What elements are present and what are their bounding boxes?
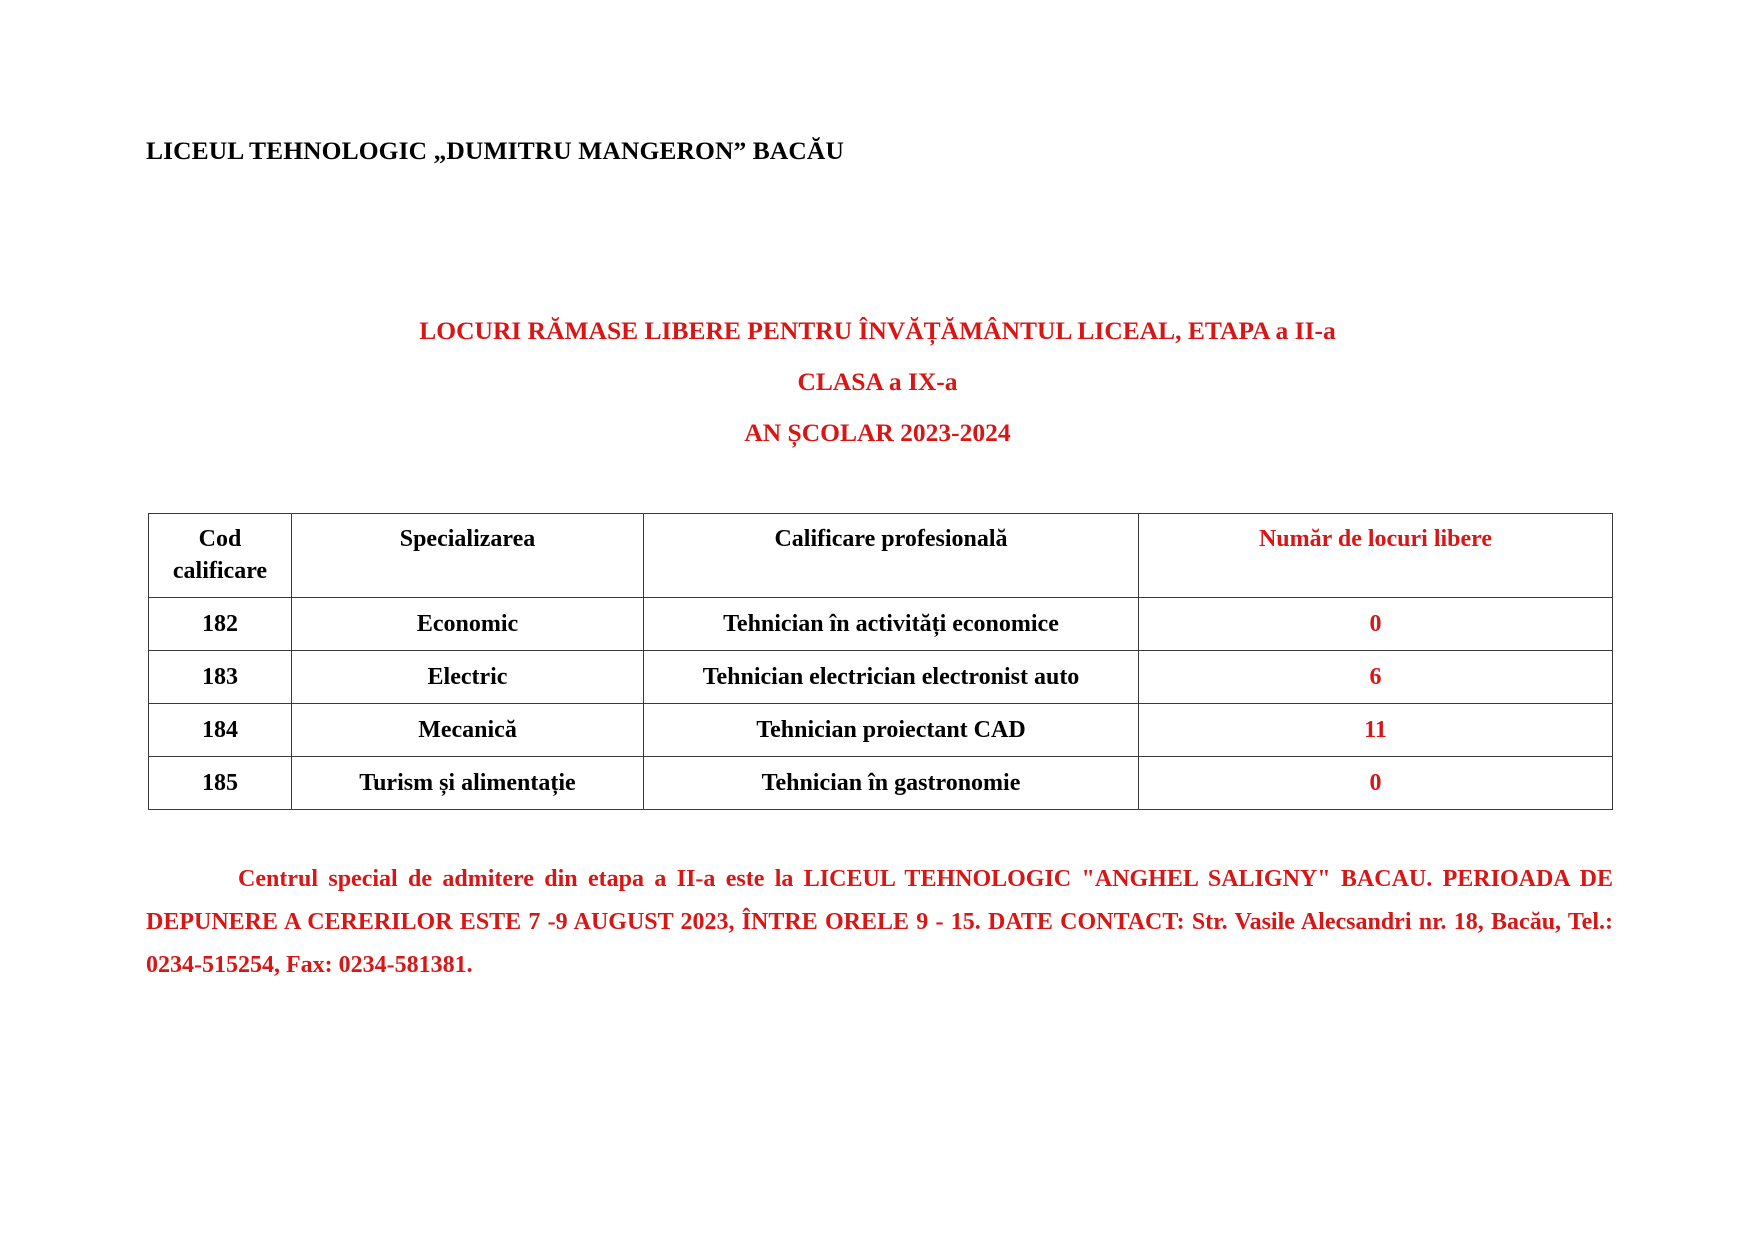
cell-free-places: 6 [1139,651,1613,704]
column-header-qualification: Calificare profesională [644,514,1139,598]
cell-code: 183 [149,651,292,704]
table-header [149,514,1613,598]
admission-center-notice [146,858,1613,987]
document-title-block [0,305,1755,458]
cell-specialization: Mecanică [292,704,644,757]
cell-qualification: Tehnician electrician electronist auto [644,651,1139,704]
cell-specialization: Electric [292,651,644,704]
cell-free-places: 0 [1139,598,1613,651]
table-row [149,704,1613,757]
title-line-2: CLASA a IX-a [797,367,958,396]
notice-text: Centrul special de admitere din etapa a II-a este la LICEUL TEHNOLOGIC "ANGHEL SALIGNY" BACAU. PERIOADA DE DEPUNERE A CERERILOR ESTE 7 -9 AUGUST 2023, ÎNTRE ORELE 9 - 15. DATE CONTACT: Str. Vasile Alecsandri nr. 18, Bacău, Tel.: 0234-515254, Fax: 0234-581381. [146,866,1613,978]
column-header-free-places: Număr de locuri libere [1139,514,1613,598]
table-row [149,651,1613,704]
cell-qualification: Tehnician în gastronomie [644,757,1139,810]
cell-specialization: Turism și alimentație [292,757,644,810]
cell-specialization: Economic [292,598,644,651]
cell-qualification: Tehnician proiectant CAD [644,704,1139,757]
cell-free-places: 0 [1139,757,1613,810]
places-table-container [148,513,1612,810]
column-header-code-line2: calificare [172,558,268,584]
column-header-code-line1: Cod [198,526,242,552]
cell-free-places: 11 [1139,704,1613,757]
cell-code: 182 [149,598,292,651]
column-header-specialization: Specializarea [292,514,644,598]
column-header-code [149,514,292,598]
cell-code: 185 [149,757,292,810]
table-row [149,598,1613,651]
cell-code: 184 [149,704,292,757]
table-body [149,598,1613,810]
table-header-row [149,514,1613,598]
school-name-heading: LICEUL TEHNOLOGIC „DUMITRU MANGERON” BACĂU [146,136,844,165]
cell-qualification: Tehnician în activități economice [644,598,1139,651]
title-line-1: LOCURI RĂMASE LIBERE PENTRU ÎNVĂȚĂMÂNTUL LICEAL, ETAPA a II-a [419,316,1336,345]
table-row [149,757,1613,810]
title-line-3: AN ȘCOLAR 2023-2024 [744,418,1011,447]
free-places-table [148,513,1613,810]
